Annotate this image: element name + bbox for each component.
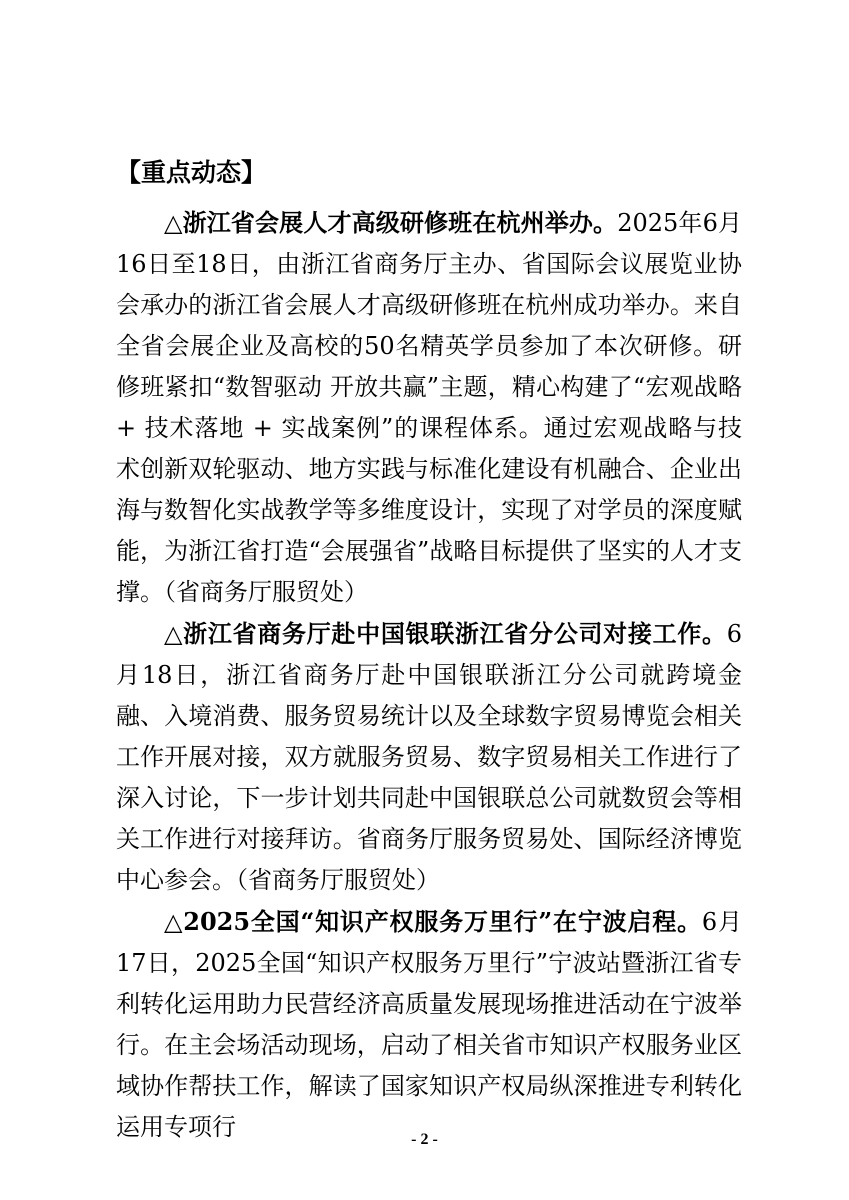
- news-item-3-body: 6月17日，2025全国“知识产权服务万里行”宁波站暨浙江省专利转化运用助力民营经济高质量发展现场推进活动在宁波举行。在主会场活动现场，启动了相关省市知识产权服务业区域协作帮扶工作，解读了国家知识产权局纵深推进专利转化运用专项行: [116, 908, 742, 1141]
- news-item-2: [116, 613, 742, 901]
- news-item-1: [116, 202, 742, 613]
- document-body: [116, 202, 742, 1148]
- page-number: - 2 -: [411, 1131, 438, 1148]
- news-item-1-body: 2025年6月16日至18日，由浙江省商务厅主办、省国际会议展览业协会承办的浙江省会展人才高级研修班在杭州成功举办。来自全省会展企业及高校的50名精英学员参加了本次研修。研修班紧扣“数智驱动 开放共赢”主题，精心构建了“宏观战略 + 技术落地 + 实战案例”的课程体系。通过宏观战略与技术创新双轮驱动、地方实践与标准化建设有机融合、企业出海与数智化实战教学等多维度设计，实现了对学员的深度赋能，为浙江省打造“会展强省”战略目标提供了坚实的人才支撑。（省商务厅服贸处）: [116, 209, 742, 606]
- news-item-1-headline: △浙江省会展人才高级研修班在杭州举办。: [164, 208, 618, 237]
- news-item-2-headline: △浙江省商务厅赴中国银联浙江省分公司对接工作。: [164, 619, 727, 648]
- news-item-3-headline: △2025全国“知识产权服务万里行”在宁波启程。: [164, 907, 702, 936]
- section-title: 【重点动态】: [116, 158, 267, 187]
- news-item-2-body: 6月18日，浙江省商务厅赴中国银联浙江分公司就跨境金融、入境消费、服务贸易统计以及全球数字贸易博览会相关工作开展对接，双方就服务贸易、数字贸易相关工作进行了深入讨论，下一步计划共同赴中国银联总公司就数贸会等相关工作进行对接拜访。省商务厅服务贸易处、国际经济博览中心参会。（省商务厅服贸处）: [116, 620, 742, 894]
- news-item-3: [116, 901, 742, 1148]
